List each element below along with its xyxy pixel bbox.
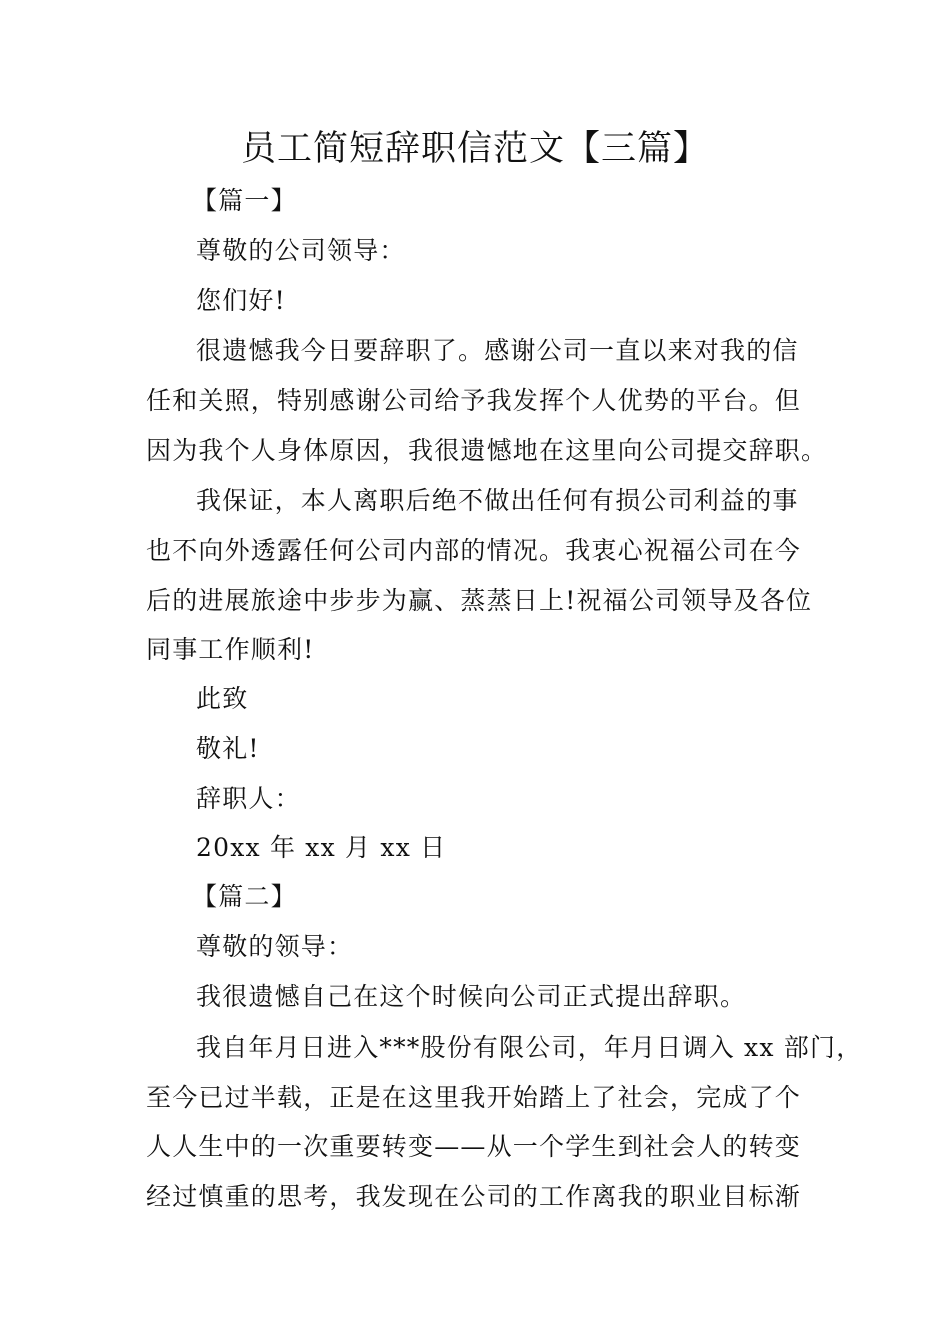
closing-2: 敬礼! [196, 734, 260, 763]
salutation-1: 尊敬的公司领导： [196, 236, 406, 265]
paragraph-2-line-2: 也不向外透露任何公司内部的情况。我衷心祝福公司在今 [146, 536, 802, 565]
greeting-1: 您们好! [196, 286, 286, 315]
section-heading-2: 【篇二】 [192, 882, 297, 911]
closing-1: 此致 [196, 684, 249, 713]
paragraph-2-line-1: 我保证，本人离职后绝不做出任何有损公司利益的事 [196, 486, 799, 515]
document-title: 员工简短辞职信范文【三篇】 [240, 129, 709, 169]
paragraph-4-line-1: 我自年月日进入***股份有限公司，年月日调入 xx 部门， [196, 1033, 863, 1062]
section-heading-1: 【篇一】 [192, 186, 297, 215]
date-line: 20xx 年 xx 月 xx 日 [196, 833, 447, 862]
paragraph-1-line-3: 因为我个人身体原因，我很遗憾地在这里向公司提交辞职。 [146, 436, 828, 465]
paragraph-4-line-3: 人人生中的一次重要转变——从一个学生到社会人的转变 [146, 1132, 802, 1161]
paragraph-3: 我很遗憾自己在这个时候向公司正式提出辞职。 [196, 982, 747, 1011]
paragraph-2-line-3: 后的进展旅途中步步为赢、蒸蒸日上!祝福公司领导及各位 [146, 586, 813, 615]
signature-line: 辞职人： [196, 784, 301, 813]
paragraph-2-line-4: 同事工作顺利! [146, 635, 315, 664]
paragraph-4-line-4: 经过慎重的思考，我发现在公司的工作离我的职业目标渐 [146, 1182, 802, 1211]
paragraph-4-line-2: 至今已过半载，正是在这里我开始踏上了社会，完成了个 [146, 1083, 802, 1112]
paragraph-1-line-1: 很遗憾我今日要辞职了。感谢公司一直以来对我的信 [196, 336, 799, 365]
salutation-2: 尊敬的领导： [196, 932, 354, 961]
paragraph-1-line-2: 任和关照，特别感谢公司给予我发挥个人优势的平台。但 [146, 386, 802, 415]
